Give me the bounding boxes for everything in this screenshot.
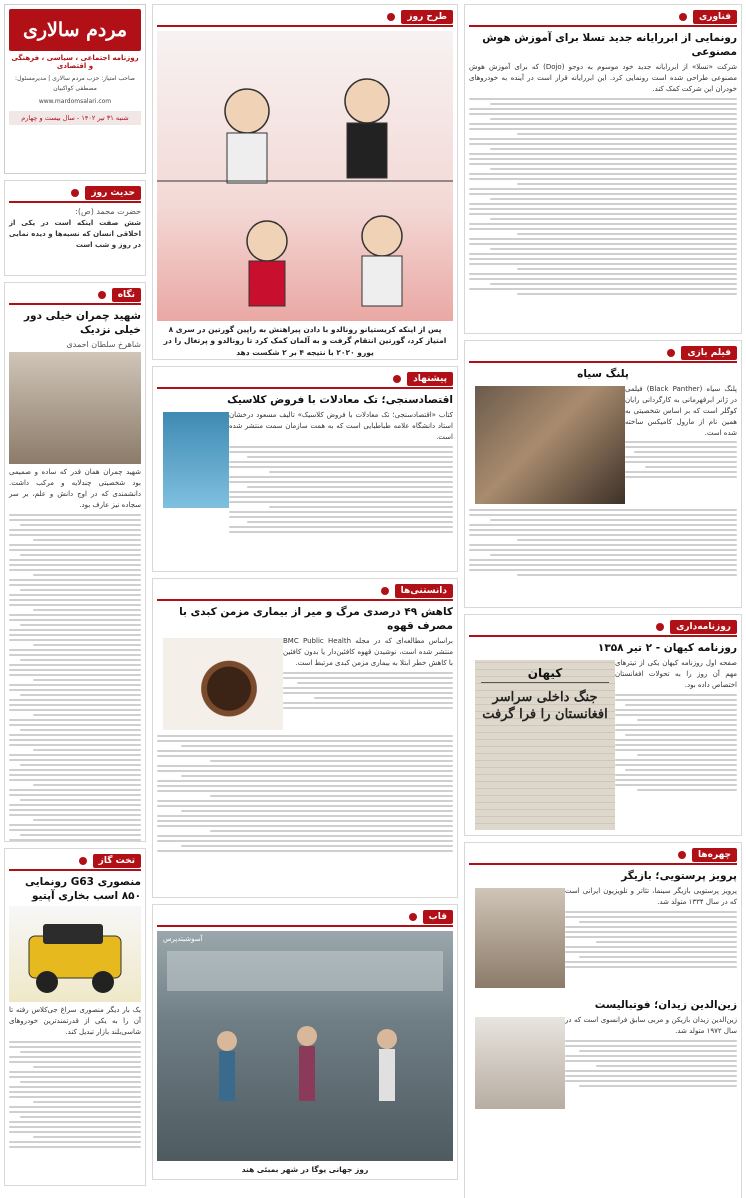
history-section-header bbox=[469, 619, 737, 637]
film-text-lines-2 bbox=[469, 509, 737, 576]
newspaper-logo[interactable]: مردم سالاری bbox=[9, 9, 141, 51]
coffee-photo bbox=[163, 638, 283, 730]
hadith-text: شش صفت اینکه است در یکی از اخلاقی انسان که نسیه‌ها و دیده نمایی در روز و شب است bbox=[9, 219, 141, 249]
frame-tag: قاب bbox=[423, 910, 453, 924]
frame-caption: روز جهانی یوگا در شهر بمبئی هند bbox=[241, 1165, 369, 1174]
newspaper-logo: کیهان bbox=[481, 666, 609, 683]
book-section bbox=[152, 366, 458, 572]
tech-headline[interactable]: رونمایی از ابررایانه جدید تسلا برای آموزش هوش مصنوعی bbox=[482, 32, 737, 59]
car-section-header bbox=[9, 853, 141, 871]
car-headline[interactable]: منصوری G63 رونمایی ۸۵۰ اسب بخاری آپتیو bbox=[25, 876, 141, 903]
face1-text-lines bbox=[565, 911, 737, 968]
tech-section bbox=[464, 4, 742, 334]
yoga-photo bbox=[157, 931, 453, 1161]
face2-body: زین‌الدین زیدان بازیکن و مربی سابق فرانسوی است که در سال ۱۹۷۲ متولد شد. bbox=[565, 1016, 737, 1036]
film-photo bbox=[475, 386, 625, 504]
film-section-header bbox=[469, 345, 737, 363]
health-tag: دانستنی‌ها bbox=[395, 584, 453, 598]
faces-tag: چهره‌ها bbox=[692, 848, 737, 862]
faces-section-header bbox=[469, 847, 737, 865]
masthead-info: صاحب امتیاز: حزب مردم سالاری | مدیرمسئول: مصطفی کواکبیان bbox=[15, 75, 135, 92]
tech-text-lines bbox=[469, 98, 737, 295]
car-section bbox=[4, 848, 146, 1186]
car-tag: تخت گاز bbox=[93, 854, 141, 868]
book-tag: پیشنهاد bbox=[407, 372, 453, 386]
health-text-lines bbox=[283, 672, 453, 709]
hadith-author: حضرت محمد (ص): bbox=[75, 207, 141, 216]
health-section bbox=[152, 578, 458, 898]
cartoon-drawing bbox=[157, 31, 453, 321]
cartoon-section bbox=[152, 4, 458, 360]
health-text-lines-2 bbox=[157, 735, 453, 852]
history-headline[interactable]: روزنامه کیهان - ۲ تیر ۱۳۵۸ bbox=[597, 642, 737, 654]
yoga-drawing bbox=[157, 931, 453, 1161]
right-column bbox=[464, 4, 742, 1198]
health-body: براساس مطالعه‌ای که در مجله BMC Public Health منتشر شده است، نوشیدن قهوه کافئین‌دار یا بدون کافئین با کاهش خطر ابتلا به بیماری مزمن کبدی مرتبط است. bbox=[283, 637, 453, 668]
left-column bbox=[4, 4, 146, 1192]
face1-photo bbox=[475, 888, 565, 988]
history-tag: روزنامه‌داری bbox=[670, 620, 737, 634]
section-dot-icon bbox=[393, 375, 401, 383]
masthead-web[interactable]: www.mardomsalari.com bbox=[38, 98, 112, 106]
face1-headline[interactable]: پرویز پرستویی؛ بازیگر bbox=[621, 870, 737, 882]
car-drawing bbox=[9, 906, 141, 1002]
book-cover bbox=[163, 412, 229, 508]
section-dot-icon bbox=[409, 913, 417, 921]
film-tag: فیلم بازی bbox=[681, 346, 737, 360]
health-headline[interactable]: کاهش ۴۹ درصدی مرگ و میر از بیماری مزمن کبدی با مصرف قهوه bbox=[179, 606, 453, 633]
car-photo bbox=[9, 906, 141, 1002]
section-dot-icon bbox=[679, 13, 687, 21]
section-dot-icon bbox=[678, 851, 686, 859]
photo-credit: آسوشیتدپرس bbox=[163, 935, 203, 943]
middle-column bbox=[152, 4, 458, 1186]
cartoon-section-header bbox=[157, 9, 453, 27]
film-body: پلنگ سیاه (Black Panther) فیلمی در ژانر ابرقهرمانی به کارگردانی رایان کوگلر است که بر اساس شخصیتی به همین نام از مارول کامیکس ساخته شده است. bbox=[625, 385, 737, 437]
cartoon-image bbox=[157, 31, 453, 321]
hadith-section-header bbox=[9, 185, 141, 203]
cartoon-caption: پس از اینکه کریستیانو رونالدو با دادن پیراهنش به راپین گورتین در سری ۸ امتیاز کرد، گورتین انتقام گرفت و به آلمان کمک کرد تا رونالدو و پرتغال را در یورو ۲۰۲۰ با نتیجه ۴ بر ۲ شکست دهد bbox=[163, 325, 447, 357]
masthead bbox=[4, 4, 146, 174]
newspaper-clipping bbox=[475, 660, 615, 830]
glance-tag: نگاه bbox=[112, 288, 141, 302]
frame-section-header bbox=[157, 909, 453, 927]
history-section bbox=[464, 614, 742, 836]
newspaper-headline: جنگ داخلی سراسر افغانستان را فرا گرفت bbox=[482, 690, 608, 723]
frame-section bbox=[152, 904, 458, 1180]
glance-author: شاهرخ سلطان احمدی bbox=[66, 340, 141, 350]
car-text-lines bbox=[9, 1041, 141, 1148]
film-text-lines bbox=[625, 441, 737, 478]
tech-section-header bbox=[469, 9, 737, 27]
book-body: کتاب «اقتصادسنجی؛ تک معادلات با فروض کلاسیک» تالیف مسعود درخشان استاد دانشگاه علامه طباطبایی است که به همت سازمان سمت منتشر شده است. bbox=[229, 411, 453, 441]
tech-tag: فناوری bbox=[693, 10, 737, 24]
hadith-tag: حدیث روز bbox=[85, 186, 141, 200]
face2-headline[interactable]: زین‌الدین زیدان؛ فوتبالیست bbox=[594, 999, 737, 1012]
section-dot-icon bbox=[98, 291, 106, 299]
face2-photo bbox=[475, 1017, 565, 1109]
tech-body: شرکت «تسلا» از ابررایانه جدید خود موسوم به دوجو (Dojo) که برای آموزش هوش مصنوعی طراحی شده است رونمایی کرد. این ابررایانه قرار است در آینده به خودروهای خودران این شرکت کمک کند. bbox=[469, 63, 737, 94]
cartoon-tag: طرح روز bbox=[401, 10, 453, 24]
hadith-section bbox=[4, 180, 146, 276]
section-dot-icon bbox=[79, 857, 87, 865]
glance-section-header bbox=[9, 287, 141, 305]
book-section-header bbox=[157, 371, 453, 389]
faces-section bbox=[464, 842, 742, 1198]
masthead-tagline: روزنامه اجتماعی ، سیاسی ، فرهنگی و اقتصادی bbox=[11, 54, 139, 70]
section-dot-icon bbox=[667, 349, 675, 357]
section-dot-icon bbox=[381, 587, 389, 595]
section-dot-icon bbox=[71, 189, 79, 197]
glance-headline[interactable]: شهید چمران خیلی دور خیلی نزدیک bbox=[24, 310, 141, 337]
history-text-lines bbox=[615, 694, 737, 791]
book-text-lines bbox=[229, 446, 453, 533]
health-section-header bbox=[157, 583, 453, 601]
film-headline[interactable]: پلنگ سیاه bbox=[577, 368, 629, 380]
face2-text-lines bbox=[565, 1040, 737, 1087]
car-body: یک بار دیگر منصوری سراغ جی‌کلاس رفته تا آن را به یکی از قدرتمندترین خودروهای شاسی‌بلند بازار تبدیل کند. bbox=[9, 1006, 141, 1037]
section-dot-icon bbox=[387, 13, 395, 21]
face1-body: پرویز پرستویی بازیگر سینما، تئاتر و تلویزیون ایرانی است که در سال ۱۳۳۴ متولد شد. bbox=[565, 887, 737, 907]
film-section bbox=[464, 340, 742, 608]
glance-body: شهید چمران همان قدر که ساده و صمیمی بود شخصیتی چندلایه و مرکب داشت. دانشمندی که در اوج دانش و علم، بر سر سجاده نیز عارف بود. bbox=[9, 468, 141, 509]
masthead-date: شنبه ۳۱ تیر ۱۴۰۲ - سال بیست و چهارم bbox=[9, 111, 141, 125]
section-dot-icon bbox=[656, 623, 664, 631]
history-body: صفحه اول روزنامه کیهان یکی از تیترهای مهم آن روز را به تحولات افغانستان اختصاص داده بود. bbox=[615, 659, 737, 689]
chamran-photo bbox=[9, 352, 141, 464]
book-headline[interactable]: اقتصادسنجی؛ تک معادلات با فروض کلاسیک bbox=[227, 394, 453, 406]
glance-text-lines bbox=[9, 514, 141, 841]
glance-section bbox=[4, 282, 146, 842]
